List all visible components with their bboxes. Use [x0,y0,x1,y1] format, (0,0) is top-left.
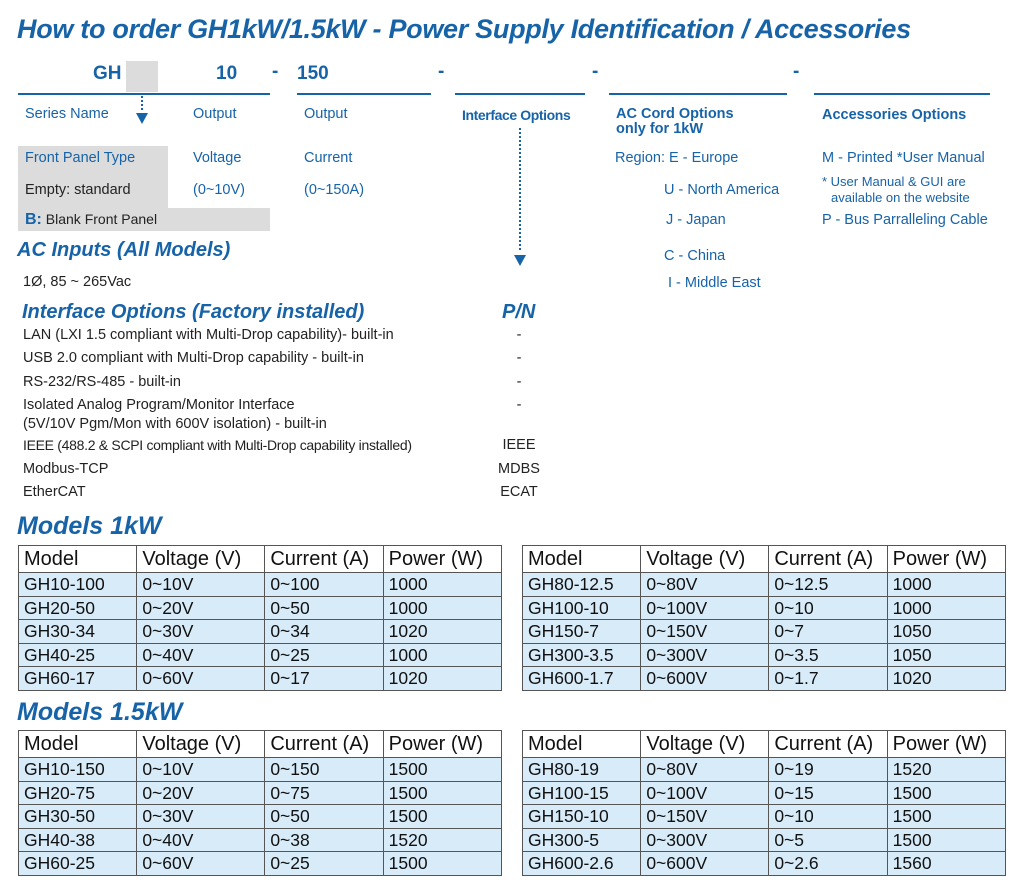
table-cell: GH600-2.6 [523,852,641,876]
interface-item-pn: - [516,397,522,413]
table-cell: GH60-17 [19,667,137,691]
table-cell: 0~150V [641,805,769,829]
interface-item-desc: IEEE (488.2 & SCPI compliant with Multi-Drop capability installed) [23,437,412,453]
table-cell: GH100-10 [523,596,641,620]
table-cell: 0~5 [769,828,887,852]
accessory-cable: P - Bus Parralleling Cable [822,212,988,228]
table-cell: 0~20V [137,781,265,805]
table-cell: GH60-25 [19,852,137,876]
table-cell: 1000 [383,573,501,597]
interface-item-desc: RS-232/RS-485 - built-in [23,374,181,390]
table-cell: 0~7 [769,620,887,644]
table-cell: GH10-150 [19,758,137,782]
table-cell: 0~600V [641,667,769,691]
column-header: Voltage (V) [137,546,265,573]
table-cell: GH40-25 [19,643,137,667]
code-voltage: 10 [216,63,238,84]
blank-panel-option [25,211,157,229]
table-cell: 0~600V [641,852,769,876]
code-separator: - [793,61,800,82]
column-header: Voltage (V) [641,731,769,758]
dotted-connector [519,128,521,250]
table-cell: GH80-12.5 [523,573,641,597]
table-cell: 0~1.7 [769,667,887,691]
table-row [523,620,1006,644]
table-cell: 0~60V [137,852,265,876]
down-arrow-icon [136,113,148,124]
table-cell: 0~300V [641,828,769,852]
table-row [523,573,1006,597]
code-separator: - [272,61,279,82]
code-underline [609,93,787,95]
interface-item-desc: EtherCAT [23,484,86,500]
current-range: (0~150A) [304,182,365,198]
table-cell: 0~25 [265,643,383,667]
accessory-manual: M - Printed *User Manual [822,150,985,166]
table-row [19,620,502,644]
interface-item-desc: LAN (LXI 1.5 compliant with Multi-Drop capability)- built-in [23,327,394,343]
table-cell: 0~10V [137,573,265,597]
table-cell: 0~150 [265,758,383,782]
column-header: Model [523,731,641,758]
table-cell: 0~34 [265,620,383,644]
region-japan: J - Japan [666,212,726,228]
table-header-row [523,731,1006,758]
models-15kw-heading: Models 1.5kW [17,698,183,726]
table-cell: 1020 [383,667,501,691]
column-header: Power (W) [887,731,1005,758]
table-cell: 1500 [383,852,501,876]
column-header: Power (W) [887,546,1005,573]
table-cell: GH300-5 [523,828,641,852]
table-cell: 0~50 [265,805,383,829]
table-cell: 0~50 [265,596,383,620]
models-1kw-table-left [18,545,502,691]
code-front-panel-box [126,61,158,92]
table-cell: 0~19 [769,758,887,782]
region-china: C - China [664,248,726,264]
interface-item-desc2: (5V/10V Pgm/Mon with 600V isolation) - built-in [23,416,327,432]
table-header-row [19,546,502,573]
table-cell: 0~17 [265,667,383,691]
code-underline [455,93,585,95]
region-europe: Region: E - Europe [615,150,739,166]
table-cell: 0~150V [641,620,769,644]
models-1kw-table-right [522,545,1006,691]
table-cell: 1560 [887,852,1005,876]
column-header: Current (A) [769,546,887,573]
interface-options-label: Interface Options [462,107,571,123]
code-underline [297,93,431,95]
table-cell: 1020 [887,667,1005,691]
table-cell: 0~12.5 [769,573,887,597]
table-cell: 0~100V [641,781,769,805]
table-cell: 0~2.6 [769,852,887,876]
column-header: Model [523,546,641,573]
table-cell: GH30-34 [19,620,137,644]
table-cell: 0~80V [641,573,769,597]
table-cell: 0~100V [641,596,769,620]
table-row [19,643,502,667]
table-cell: GH80-19 [523,758,641,782]
column-header: Voltage (V) [137,731,265,758]
table-cell: GH20-50 [19,596,137,620]
table-row [523,643,1006,667]
table-cell: 1500 [383,805,501,829]
interface-item-pn: - [516,327,522,343]
table-cell: 0~40V [137,828,265,852]
table-cell: GH30-50 [19,805,137,829]
table-cell: 0~100 [265,573,383,597]
table-row [523,758,1006,782]
table-cell: 1050 [887,620,1005,644]
page-title: How to order GH1kW/1.5kW - Power Supply Identification / Accessories [17,14,911,44]
models-15kw-table-right [522,730,1006,876]
table-cell: 0~40V [137,643,265,667]
interface-item-pn: ECAT [500,484,538,500]
blank-key: B: [25,211,42,228]
voltage-label: Voltage [193,150,242,166]
accessory-note-line2: available on the website [831,190,970,205]
table-cell: 1000 [383,596,501,620]
interface-item-desc: Modbus-TCP [23,461,109,477]
interface-item-pn: IEEE [502,437,536,453]
table-row [19,667,502,691]
dotted-connector [141,96,143,110]
output-current-label: Output [304,106,348,122]
column-header: Current (A) [769,731,887,758]
interface-item-pn: - [516,350,522,366]
table-cell: 1500 [383,758,501,782]
code-current: 150 [297,63,329,84]
table-cell: 0~10 [769,596,887,620]
table-cell: GH10-100 [19,573,137,597]
table-cell: 0~10V [137,758,265,782]
column-header: Current (A) [265,731,383,758]
blank-label: Blank Front Panel [45,211,158,227]
ac-cord-line1: AC Cord Options [616,106,734,122]
table-cell: GH150-7 [523,620,641,644]
table-cell: 1000 [887,596,1005,620]
table-row [523,852,1006,876]
interface-item-pn: MDBS [498,461,540,477]
interface-item-pn: - [516,374,522,390]
table-cell: 0~20V [137,596,265,620]
table-row [19,805,502,829]
table-cell: GH100-15 [523,781,641,805]
accessories-label: Accessories Options [822,107,967,123]
interface-heading: Interface Options (Factory installed) [22,301,365,323]
table-row [19,758,502,782]
region-middle-east: I - Middle East [668,275,761,291]
ac-cord-line2: only for 1kW [616,121,704,137]
table-row [523,667,1006,691]
interface-item-desc: Isolated Analog Program/Monitor Interface [23,397,295,413]
table-cell: GH40-38 [19,828,137,852]
models-15kw-table-left [18,730,502,876]
table-cell: GH20-75 [19,781,137,805]
table-header-row [523,546,1006,573]
table-cell: 0~10 [769,805,887,829]
table-row [19,573,502,597]
ac-cord-label [616,107,734,137]
code-separator: - [438,61,445,82]
column-header: Current (A) [265,546,383,573]
code-underline [814,93,990,95]
accessory-note-line1: * User Manual & GUI are [822,174,966,189]
table-row [523,781,1006,805]
table-cell: 1000 [887,573,1005,597]
table-row [523,828,1006,852]
code-underline [186,93,270,95]
table-cell: 0~60V [137,667,265,691]
column-header: Model [19,546,137,573]
code-separator: - [592,61,599,82]
column-header: Model [19,731,137,758]
series-name-label: Series Name [25,106,109,122]
table-cell: 1520 [383,828,501,852]
table-cell: 1500 [887,805,1005,829]
table-row [19,852,502,876]
table-cell: 0~15 [769,781,887,805]
column-header: Voltage (V) [641,546,769,573]
table-cell: 0~80V [641,758,769,782]
table-cell: 0~3.5 [769,643,887,667]
down-arrow-icon [514,255,526,266]
table-header-row [19,731,502,758]
ac-inputs-value: 1Ø, 85 ~ 265Vac [23,274,132,290]
current-label: Current [304,150,353,166]
column-header: Power (W) [383,731,501,758]
output-voltage-label: Output [193,106,237,122]
pn-heading: P/N [502,301,536,323]
table-cell: GH150-10 [523,805,641,829]
front-panel-type-label: Front Panel Type [25,150,136,166]
interface-item-desc: USB 2.0 compliant with Multi-Drop capability - built-in [23,350,364,366]
code-series: GH [93,63,122,84]
table-row [19,828,502,852]
table-cell: 0~30V [137,805,265,829]
table-cell: 1500 [887,828,1005,852]
table-row [523,805,1006,829]
table-cell: 1500 [383,781,501,805]
table-cell: 1500 [887,781,1005,805]
table-cell: 1020 [383,620,501,644]
table-cell: 1000 [383,643,501,667]
empty-standard-label: Empty: standard [25,182,131,198]
table-row [523,596,1006,620]
table-cell: 1050 [887,643,1005,667]
table-cell: 0~30V [137,620,265,644]
table-row [19,596,502,620]
table-cell: 0~300V [641,643,769,667]
models-1kw-heading: Models 1kW [17,512,162,540]
table-cell: GH600-1.7 [523,667,641,691]
table-cell: 1520 [887,758,1005,782]
table-cell: 0~75 [265,781,383,805]
column-header: Power (W) [383,546,501,573]
voltage-range: (0~10V) [193,182,245,198]
table-cell: GH300-3.5 [523,643,641,667]
region-north-america: U - North America [664,182,780,198]
table-cell: 0~25 [265,852,383,876]
table-row [19,781,502,805]
accessory-note [822,174,970,206]
table-cell: 0~38 [265,828,383,852]
ac-inputs-heading: AC Inputs (All Models) [17,239,231,261]
